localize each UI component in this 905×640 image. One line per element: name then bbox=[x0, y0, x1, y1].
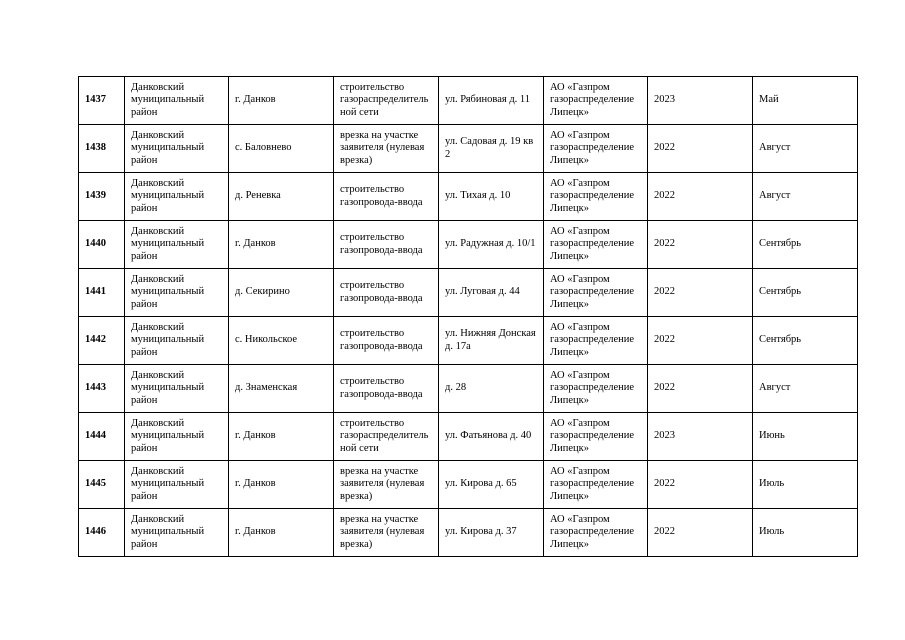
locality-cell: д. Секирино bbox=[229, 269, 334, 317]
work-type-cell: врезка на участке заявителя (нулевая врезка) bbox=[334, 125, 439, 173]
locality-cell: с. Баловнево bbox=[229, 125, 334, 173]
address-cell: ул. Кирова д. 65 bbox=[439, 461, 544, 509]
month-cell: Июль bbox=[753, 461, 858, 509]
locality-cell: г. Данков bbox=[229, 509, 334, 557]
work-type-cell: строительство газопровода-ввода bbox=[334, 173, 439, 221]
district-cell: Данковский муниципальный район bbox=[125, 461, 229, 509]
year-cell: 2022 bbox=[648, 125, 753, 173]
district-cell: Данковский муниципальный район bbox=[125, 173, 229, 221]
gasification-table bbox=[78, 76, 858, 557]
district-cell: Данковский муниципальный район bbox=[125, 77, 229, 125]
year-cell: 2023 bbox=[648, 413, 753, 461]
work-type-cell: строительство газопровода-ввода bbox=[334, 221, 439, 269]
year-cell: 2022 bbox=[648, 269, 753, 317]
address-cell: д. 28 bbox=[439, 365, 544, 413]
row-number: 1439 bbox=[79, 173, 125, 221]
work-type-cell: строительство газораспределитель ной сети bbox=[334, 413, 439, 461]
row-number: 1441 bbox=[79, 269, 125, 317]
work-type-cell: строительство газопровода-ввода bbox=[334, 269, 439, 317]
district-cell: Данковский муниципальный район bbox=[125, 269, 229, 317]
year-cell: 2022 bbox=[648, 509, 753, 557]
locality-cell: г. Данков bbox=[229, 413, 334, 461]
table-row bbox=[79, 461, 858, 509]
address-cell: ул. Нижняя Донская д. 17а bbox=[439, 317, 544, 365]
organization-cell: АО «Газпром газораспределение Липецк» bbox=[544, 365, 648, 413]
address-cell: ул. Кирова д. 37 bbox=[439, 509, 544, 557]
organization-cell: АО «Газпром газораспределение Липецк» bbox=[544, 221, 648, 269]
work-type-cell: строительство газопровода-ввода bbox=[334, 317, 439, 365]
table-body bbox=[79, 77, 858, 557]
table-row bbox=[79, 365, 858, 413]
year-cell: 2023 bbox=[648, 77, 753, 125]
work-type-cell: врезка на участке заявителя (нулевая врезка) bbox=[334, 509, 439, 557]
district-cell: Данковский муниципальный район bbox=[125, 317, 229, 365]
table-row bbox=[79, 125, 858, 173]
organization-cell: АО «Газпром газораспределение Липецк» bbox=[544, 461, 648, 509]
month-cell: Июль bbox=[753, 509, 858, 557]
month-cell: Август bbox=[753, 125, 858, 173]
address-cell: ул. Луговая д. 44 bbox=[439, 269, 544, 317]
month-cell: Сентябрь bbox=[753, 221, 858, 269]
month-cell: Август bbox=[753, 173, 858, 221]
table-row bbox=[79, 77, 858, 125]
address-cell: ул. Рябиновая д. 11 bbox=[439, 77, 544, 125]
month-cell: Сентябрь bbox=[753, 317, 858, 365]
work-type-cell: врезка на участке заявителя (нулевая врезка) bbox=[334, 461, 439, 509]
address-cell: ул. Тихая д. 10 bbox=[439, 173, 544, 221]
locality-cell: с. Никольское bbox=[229, 317, 334, 365]
organization-cell: АО «Газпром газораспределение Липецк» bbox=[544, 125, 648, 173]
district-cell: Данковский муниципальный район bbox=[125, 125, 229, 173]
month-cell: Август bbox=[753, 365, 858, 413]
district-cell: Данковский муниципальный район bbox=[125, 413, 229, 461]
table-row bbox=[79, 413, 858, 461]
address-cell: ул. Садовая д. 19 кв 2 bbox=[439, 125, 544, 173]
district-cell: Данковский муниципальный район bbox=[125, 365, 229, 413]
work-type-cell: строительство газопровода-ввода bbox=[334, 365, 439, 413]
organization-cell: АО «Газпром газораспределение Липецк» bbox=[544, 269, 648, 317]
address-cell: ул. Фатьянова д. 40 bbox=[439, 413, 544, 461]
locality-cell: д. Реневка bbox=[229, 173, 334, 221]
table-row bbox=[79, 317, 858, 365]
locality-cell: г. Данков bbox=[229, 461, 334, 509]
year-cell: 2022 bbox=[648, 365, 753, 413]
month-cell: Июнь bbox=[753, 413, 858, 461]
row-number: 1442 bbox=[79, 317, 125, 365]
organization-cell: АО «Газпром газораспределение Липецк» bbox=[544, 173, 648, 221]
year-cell: 2022 bbox=[648, 317, 753, 365]
year-cell: 2022 bbox=[648, 173, 753, 221]
table-row bbox=[79, 269, 858, 317]
table-row bbox=[79, 173, 858, 221]
district-cell: Данковский муниципальный район bbox=[125, 509, 229, 557]
row-number: 1440 bbox=[79, 221, 125, 269]
month-cell: Сентябрь bbox=[753, 269, 858, 317]
organization-cell: АО «Газпром газораспределение Липецк» bbox=[544, 509, 648, 557]
year-cell: 2022 bbox=[648, 461, 753, 509]
locality-cell: г. Данков bbox=[229, 77, 334, 125]
row-number: 1445 bbox=[79, 461, 125, 509]
organization-cell: АО «Газпром газораспределение Липецк» bbox=[544, 413, 648, 461]
locality-cell: г. Данков bbox=[229, 221, 334, 269]
row-number: 1443 bbox=[79, 365, 125, 413]
row-number: 1437 bbox=[79, 77, 125, 125]
work-type-cell: строительство газораспределитель ной сети bbox=[334, 77, 439, 125]
district-cell: Данковский муниципальный район bbox=[125, 221, 229, 269]
row-number: 1438 bbox=[79, 125, 125, 173]
address-cell: ул. Радужная д. 10/1 bbox=[439, 221, 544, 269]
organization-cell: АО «Газпром газораспределение Липецк» bbox=[544, 77, 648, 125]
organization-cell: АО «Газпром газораспределение Липецк» bbox=[544, 317, 648, 365]
table-row bbox=[79, 221, 858, 269]
table-row bbox=[79, 509, 858, 557]
year-cell: 2022 bbox=[648, 221, 753, 269]
row-number: 1444 bbox=[79, 413, 125, 461]
locality-cell: д. Знаменская bbox=[229, 365, 334, 413]
row-number: 1446 bbox=[79, 509, 125, 557]
month-cell: Май bbox=[753, 77, 858, 125]
